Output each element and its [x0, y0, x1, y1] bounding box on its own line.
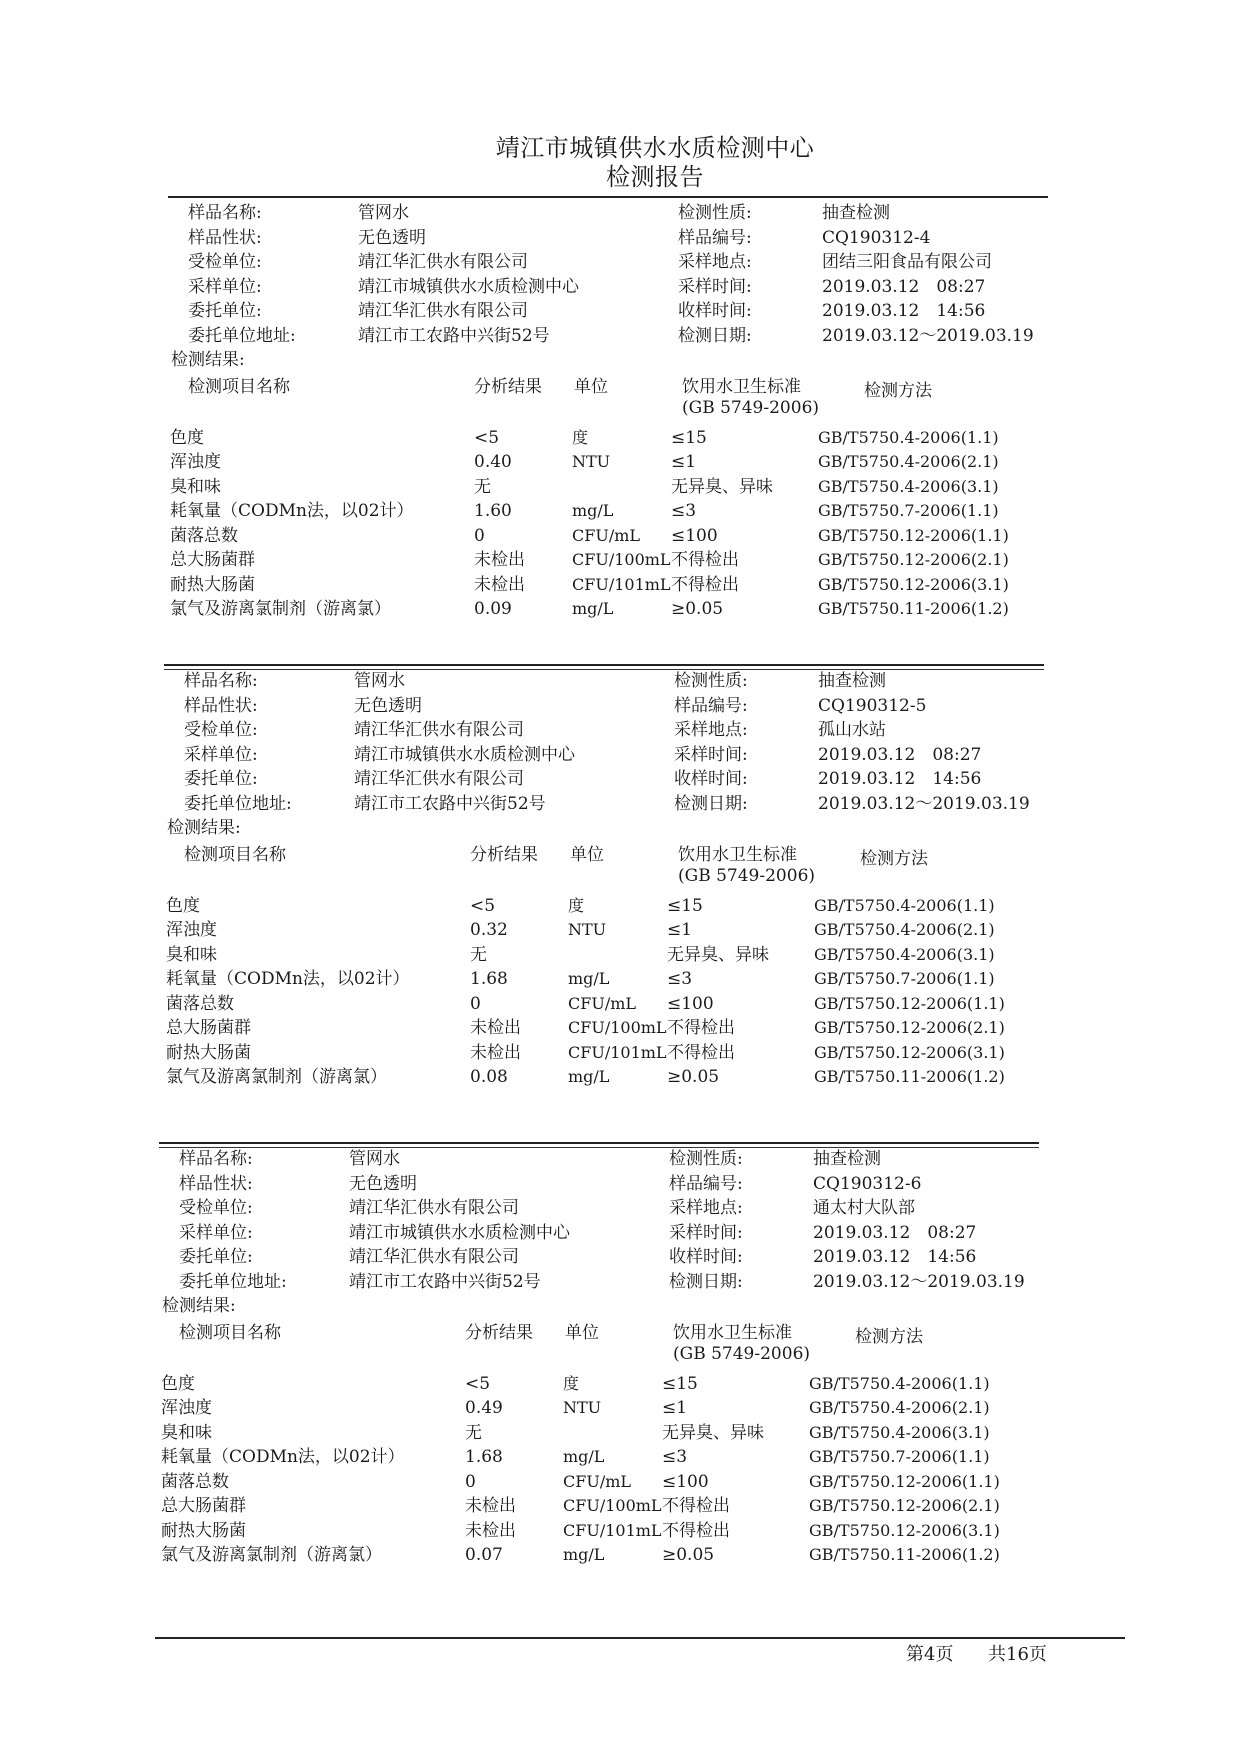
- result-row: [168, 499, 1048, 524]
- info-value: 靖江华汇供水有限公司: [354, 720, 524, 740]
- result-method: GB/T5750.12-2006(1.1): [809, 1471, 1000, 1491]
- header-item-name: 检测项目名称: [179, 1322, 281, 1343]
- result-value: <5: [465, 1373, 491, 1394]
- sample-info-row: [168, 225, 1048, 251]
- result-method: GB/T5750.4-2006(3.1): [818, 476, 999, 496]
- result-method: GB/T5750.12-2006(3.1): [818, 574, 1009, 594]
- result-value: 0: [465, 1471, 476, 1492]
- info-label: 样品编号:: [674, 695, 748, 716]
- result-value: 1.68: [465, 1447, 503, 1467]
- result-item-name: 色度: [166, 895, 200, 916]
- header-result: 分析结果: [474, 376, 542, 397]
- info-label: 采样时间:: [669, 1222, 743, 1243]
- result-value: 0.07: [465, 1545, 503, 1565]
- result-standard: 不得检出: [667, 1018, 735, 1038]
- result-method: GB/T5750.12-2006(2.1): [814, 1018, 1005, 1037]
- info-value: 靖江市城镇供水水质检测中心: [358, 276, 579, 297]
- result-method: GB/T5750.4-2006(2.1): [809, 1398, 990, 1417]
- result-row: [164, 1041, 1044, 1066]
- result-row: [159, 1470, 1039, 1495]
- results-header: [164, 840, 1044, 892]
- info-value: CQ190312-6: [813, 1173, 922, 1194]
- result-row: [159, 1445, 1039, 1470]
- info-value: 管网水: [349, 1149, 400, 1169]
- sample-info-row: [164, 791, 1044, 817]
- result-value: <5: [474, 427, 500, 448]
- info-value: 2019.03.12 08:27: [818, 744, 982, 765]
- result-value: 0.32: [470, 920, 508, 940]
- info-value: 靖江市城镇供水水质检测中心: [354, 744, 575, 765]
- result-value: 未检出: [465, 1520, 516, 1541]
- info-value: 靖江市工农路中兴街52号: [358, 325, 550, 346]
- results-heading: 检测结果:: [162, 1296, 236, 1316]
- page-number: 第4页: [906, 1644, 954, 1665]
- result-unit: mg/L: [572, 599, 614, 618]
- page-total: 共16页: [988, 1644, 1047, 1665]
- result-value: 0: [474, 525, 485, 546]
- result-item-name: 耗氧量（CODMn法，以02计）: [161, 1447, 405, 1467]
- result-standard: ≤100: [667, 993, 714, 1014]
- info-value: 靖江市工农路中兴街52号: [349, 1271, 541, 1292]
- bottom-divider: [155, 1637, 1125, 1639]
- result-method: GB/T5750.7-2006(1.1): [814, 969, 995, 988]
- result-standard: ≤3: [667, 969, 693, 989]
- result-item-name: 菌落总数: [166, 993, 234, 1014]
- result-value: 无: [465, 1422, 482, 1443]
- info-label: 样品性状:: [184, 695, 258, 716]
- info-value: 无色透明: [358, 227, 426, 248]
- info-value: 抽查检测: [822, 203, 890, 223]
- header-method: 检测方法: [855, 1326, 923, 1347]
- info-value: CQ190312-5: [818, 695, 927, 716]
- info-label: 样品编号:: [669, 1173, 743, 1194]
- result-value: 1.60: [474, 501, 512, 521]
- result-standard: 不得检出: [671, 574, 739, 595]
- info-value: 靖江华汇供水有限公司: [349, 1198, 519, 1218]
- result-item-name: 臭和味: [170, 476, 221, 497]
- sample-info-row: [168, 298, 1048, 324]
- result-standard: 无异臭、异味: [667, 944, 769, 965]
- info-label: 样品名称:: [179, 1149, 253, 1169]
- result-value: 未检出: [470, 1018, 521, 1038]
- info-label: 样品性状:: [179, 1173, 253, 1194]
- info-label: 委托单位地址:: [188, 325, 296, 346]
- info-label: 委托单位:: [179, 1247, 253, 1267]
- sample-info-row: [159, 1146, 1039, 1172]
- result-unit: 度: [568, 895, 585, 915]
- result-item-name: 总大肠菌群: [166, 1018, 251, 1038]
- info-value: 管网水: [358, 203, 409, 223]
- info-value: 2019.03.12 08:27: [822, 276, 986, 297]
- result-value: 0.09: [474, 599, 512, 619]
- result-row: [168, 524, 1048, 549]
- result-method: GB/T5750.7-2006(1.1): [809, 1447, 990, 1466]
- result-unit: NTU: [572, 452, 611, 471]
- result-value: 1.68: [470, 969, 508, 989]
- info-label: 检测性质:: [678, 203, 752, 223]
- result-unit: mg/L: [568, 969, 610, 988]
- result-unit: mg/L: [563, 1447, 605, 1466]
- result-unit: CFU/mL: [563, 1471, 632, 1491]
- info-value: 抽查检测: [818, 671, 886, 691]
- header-standard: 饮用水卫生标准: [673, 1322, 792, 1343]
- result-method: GB/T5750.12-2006(1.1): [814, 993, 1005, 1013]
- info-label: 采样地点:: [674, 720, 748, 740]
- result-value: 0.40: [474, 452, 512, 472]
- result-unit: CFU/101mL: [568, 1042, 667, 1062]
- header-standard: 饮用水卫生标准: [682, 376, 801, 397]
- info-label: 样品编号:: [678, 227, 752, 248]
- sample-info-row: [164, 668, 1044, 694]
- result-standard: ≥0.05: [662, 1545, 715, 1565]
- result-unit: NTU: [568, 920, 607, 939]
- result-standard: 不得检出: [667, 1042, 735, 1063]
- info-label: 采样时间:: [678, 276, 752, 297]
- header-unit: 单位: [570, 844, 604, 865]
- result-row: [159, 1421, 1039, 1446]
- info-value: 管网水: [354, 671, 405, 691]
- result-value: 未检出: [465, 1496, 516, 1516]
- result-row: [159, 1396, 1039, 1421]
- result-unit: mg/L: [572, 501, 614, 520]
- info-label: 检测日期:: [674, 793, 748, 814]
- result-item-name: 耐热大肠菌: [161, 1520, 246, 1541]
- info-value: 通太村大队部: [813, 1198, 915, 1218]
- result-unit: mg/L: [563, 1545, 605, 1564]
- result-method: GB/T5750.12-2006(2.1): [818, 550, 1009, 569]
- result-standard: ≤1: [667, 920, 693, 940]
- result-standard: ≤3: [662, 1447, 688, 1467]
- result-standard: 无异臭、异味: [662, 1422, 764, 1443]
- info-value: 靖江华汇供水有限公司: [354, 769, 524, 789]
- info-value: 靖江华汇供水有限公司: [349, 1247, 519, 1267]
- result-method: GB/T5750.4-2006(3.1): [809, 1422, 990, 1442]
- result-standard: ≥0.05: [671, 599, 724, 619]
- result-row: [159, 1494, 1039, 1519]
- info-label: 检测日期:: [678, 325, 752, 346]
- info-value: 无色透明: [349, 1173, 417, 1194]
- result-unit: 度: [563, 1373, 580, 1393]
- results-heading: 检测结果:: [167, 818, 241, 838]
- info-value: 靖江华汇供水有限公司: [358, 301, 528, 321]
- result-standard: ≤15: [667, 895, 703, 916]
- result-item-name: 耗氧量（CODMn法，以02计）: [166, 969, 410, 989]
- result-standard: ≤3: [671, 501, 697, 521]
- sample-info-row: [168, 200, 1048, 226]
- header-unit: 单位: [565, 1322, 599, 1343]
- result-standard: ≤1: [662, 1398, 688, 1418]
- report-subtitle: 检测报告: [606, 163, 704, 191]
- sample-info-row: [164, 693, 1044, 719]
- result-method: GB/T5750.7-2006(1.1): [818, 501, 999, 520]
- result-value: 0.49: [465, 1398, 503, 1418]
- result-row: [159, 1372, 1039, 1397]
- result-value: 未检出: [470, 1042, 521, 1063]
- info-label: 采样时间:: [674, 744, 748, 765]
- result-row: [164, 1016, 1044, 1041]
- info-label: 样品名称:: [184, 671, 258, 691]
- result-item-name: 菌落总数: [161, 1471, 229, 1492]
- info-label: 受检单位:: [184, 720, 258, 740]
- result-method: GB/T5750.4-2006(2.1): [814, 920, 995, 939]
- sample-section: [159, 1142, 1039, 1582]
- info-value: 抽查检测: [813, 1149, 881, 1169]
- result-value: 0.08: [470, 1067, 508, 1087]
- result-standard: 不得检出: [662, 1496, 730, 1516]
- result-item-name: 菌落总数: [170, 525, 238, 546]
- result-method: GB/T5750.12-2006(1.1): [818, 525, 1009, 545]
- results-header: [159, 1318, 1039, 1370]
- sample-info-row: [164, 742, 1044, 768]
- sample-info-row: [159, 1269, 1039, 1295]
- info-value: 2019.03.12 14:56: [813, 1247, 977, 1267]
- result-item-name: 耐热大肠菌: [166, 1042, 251, 1063]
- info-label: 委托单位地址:: [184, 793, 292, 814]
- result-method: GB/T5750.11-2006(1.2): [818, 599, 1009, 618]
- result-row: [164, 1065, 1044, 1090]
- info-value: 2019.03.12～2019.03.19: [822, 325, 1034, 346]
- sample-info-row: [159, 1171, 1039, 1197]
- result-standard: ≤100: [662, 1471, 709, 1492]
- info-label: 受检单位:: [179, 1198, 253, 1218]
- info-value: 2019.03.12 14:56: [822, 301, 986, 321]
- info-label: 采样单位:: [188, 276, 262, 297]
- result-unit: CFU/100mL: [572, 550, 671, 569]
- result-method: GB/T5750.11-2006(1.2): [809, 1545, 1000, 1564]
- info-label: 样品性状:: [188, 227, 262, 248]
- sample-info-row: [164, 717, 1044, 743]
- info-label: 委托单位地址:: [179, 1271, 287, 1292]
- results-heading: 检测结果:: [171, 350, 245, 370]
- result-item-name: 色度: [170, 427, 204, 448]
- result-method: GB/T5750.4-2006(2.1): [818, 452, 999, 471]
- sample-info-row: [168, 323, 1048, 349]
- header-unit: 单位: [574, 376, 608, 397]
- sample-info-row: [168, 274, 1048, 300]
- result-method: GB/T5750.4-2006(1.1): [809, 1373, 990, 1393]
- result-item-name: 氯气及游离氯制剂（游离氯）: [170, 599, 391, 619]
- result-row: [168, 450, 1048, 475]
- result-standard: 无异臭、异味: [671, 476, 773, 497]
- result-standard: ≥0.05: [667, 1067, 720, 1087]
- result-item-name: 耐热大肠菌: [170, 574, 255, 595]
- info-label: 检测日期:: [669, 1271, 743, 1292]
- result-standard: ≤15: [662, 1373, 698, 1394]
- result-item-name: 氯气及游离氯制剂（游离氯）: [166, 1067, 387, 1087]
- result-value: 无: [474, 476, 491, 497]
- result-row: [164, 894, 1044, 919]
- sample-info-row: [164, 766, 1044, 792]
- result-unit: CFU/101mL: [572, 574, 671, 594]
- result-item-name: 色度: [161, 1373, 195, 1394]
- result-row: [168, 573, 1048, 598]
- info-label: 采样单位:: [179, 1222, 253, 1243]
- header-item-name: 检测项目名称: [184, 844, 286, 865]
- info-value: 孤山水站: [818, 720, 886, 740]
- info-label: 样品名称:: [188, 203, 262, 223]
- info-label: 收样时间:: [674, 769, 748, 789]
- result-item-name: 臭和味: [161, 1422, 212, 1443]
- result-row: [168, 597, 1048, 622]
- header-result: 分析结果: [470, 844, 538, 865]
- info-label: 采样地点:: [669, 1198, 743, 1218]
- sample-info-row: [159, 1195, 1039, 1221]
- result-unit: CFU/101mL: [563, 1520, 662, 1540]
- info-value: 2019.03.12 14:56: [818, 769, 982, 789]
- result-value: 未检出: [474, 550, 525, 570]
- result-row: [168, 548, 1048, 573]
- info-value: 2019.03.12～2019.03.19: [813, 1271, 1025, 1292]
- info-value: 靖江市工农路中兴街52号: [354, 793, 546, 814]
- section-divider: [168, 196, 1048, 198]
- info-value: 2019.03.12～2019.03.19: [818, 793, 1030, 814]
- info-label: 收样时间:: [678, 301, 752, 321]
- info-label: 检测性质:: [669, 1149, 743, 1169]
- sample-section: [168, 196, 1048, 636]
- info-value: 团结三阳食品有限公司: [822, 252, 992, 272]
- header-item-name: 检测项目名称: [188, 376, 290, 397]
- header-standard-code: (GB 5749-2006): [673, 1343, 811, 1364]
- result-item-name: 浑浊度: [170, 452, 221, 472]
- info-label: 委托单位:: [188, 301, 262, 321]
- header-method: 检测方法: [860, 848, 928, 869]
- result-standard: 不得检出: [662, 1520, 730, 1541]
- info-value: 2019.03.12 08:27: [813, 1222, 977, 1243]
- result-method: GB/T5750.4-2006(1.1): [818, 427, 999, 447]
- info-value: 靖江市城镇供水水质检测中心: [349, 1222, 570, 1243]
- sample-info-row: [168, 249, 1048, 275]
- header-standard-code: (GB 5749-2006): [678, 865, 816, 886]
- header-standard: 饮用水卫生标准: [678, 844, 797, 865]
- result-method: GB/T5750.4-2006(3.1): [814, 944, 995, 964]
- result-item-name: 浑浊度: [161, 1398, 212, 1418]
- result-item-name: 氯气及游离氯制剂（游离氯）: [161, 1545, 382, 1565]
- result-method: GB/T5750.12-2006(3.1): [809, 1520, 1000, 1540]
- result-row: [159, 1543, 1039, 1568]
- info-label: 采样单位:: [184, 744, 258, 765]
- info-label: 受检单位:: [188, 252, 262, 272]
- info-value: CQ190312-4: [822, 227, 931, 248]
- result-method: GB/T5750.4-2006(1.1): [814, 895, 995, 915]
- sample-section: [164, 664, 1044, 1104]
- header-result: 分析结果: [465, 1322, 533, 1343]
- result-unit: CFU/mL: [568, 993, 637, 1013]
- info-label: 检测性质:: [674, 671, 748, 691]
- result-row: [164, 992, 1044, 1017]
- result-row: [164, 943, 1044, 968]
- section-divider: [164, 664, 1044, 666]
- result-standard: 不得检出: [671, 550, 739, 570]
- result-row: [168, 426, 1048, 451]
- result-value: <5: [470, 895, 496, 916]
- result-row: [164, 967, 1044, 992]
- result-standard: ≤15: [671, 427, 707, 448]
- info-label: 收样时间:: [669, 1247, 743, 1267]
- sample-info-row: [159, 1244, 1039, 1270]
- result-method: GB/T5750.12-2006(2.1): [809, 1496, 1000, 1515]
- result-unit: NTU: [563, 1398, 602, 1417]
- result-row: [164, 918, 1044, 943]
- result-value: 0: [470, 993, 481, 1014]
- result-standard: ≤1: [671, 452, 697, 472]
- result-unit: 度: [572, 427, 589, 447]
- report-title: 靖江市城镇供水水质检测中心: [495, 134, 815, 162]
- result-item-name: 总大肠菌群: [170, 550, 255, 570]
- info-value: 靖江华汇供水有限公司: [358, 252, 528, 272]
- result-value: 无: [470, 944, 487, 965]
- sample-info-row: [159, 1220, 1039, 1246]
- info-label: 委托单位:: [184, 769, 258, 789]
- result-standard: ≤100: [671, 525, 718, 546]
- result-item-name: 总大肠菌群: [161, 1496, 246, 1516]
- result-method: GB/T5750.12-2006(3.1): [814, 1042, 1005, 1062]
- result-item-name: 浑浊度: [166, 920, 217, 940]
- result-row: [159, 1519, 1039, 1544]
- result-item-name: 耗氧量（CODMn法，以02计）: [170, 501, 414, 521]
- result-method: GB/T5750.11-2006(1.2): [814, 1067, 1005, 1086]
- info-value: 无色透明: [354, 695, 422, 716]
- result-item-name: 臭和味: [166, 944, 217, 965]
- result-unit: CFU/mL: [572, 525, 641, 545]
- result-unit: mg/L: [568, 1067, 610, 1086]
- result-value: 未检出: [474, 574, 525, 595]
- section-divider: [159, 1142, 1039, 1144]
- result-unit: CFU/100mL: [563, 1496, 662, 1515]
- result-row: [168, 475, 1048, 500]
- header-method: 检测方法: [864, 380, 932, 401]
- header-standard-code: (GB 5749-2006): [682, 397, 820, 418]
- info-label: 采样地点:: [678, 252, 752, 272]
- results-header: [168, 372, 1048, 424]
- result-unit: CFU/100mL: [568, 1018, 667, 1037]
